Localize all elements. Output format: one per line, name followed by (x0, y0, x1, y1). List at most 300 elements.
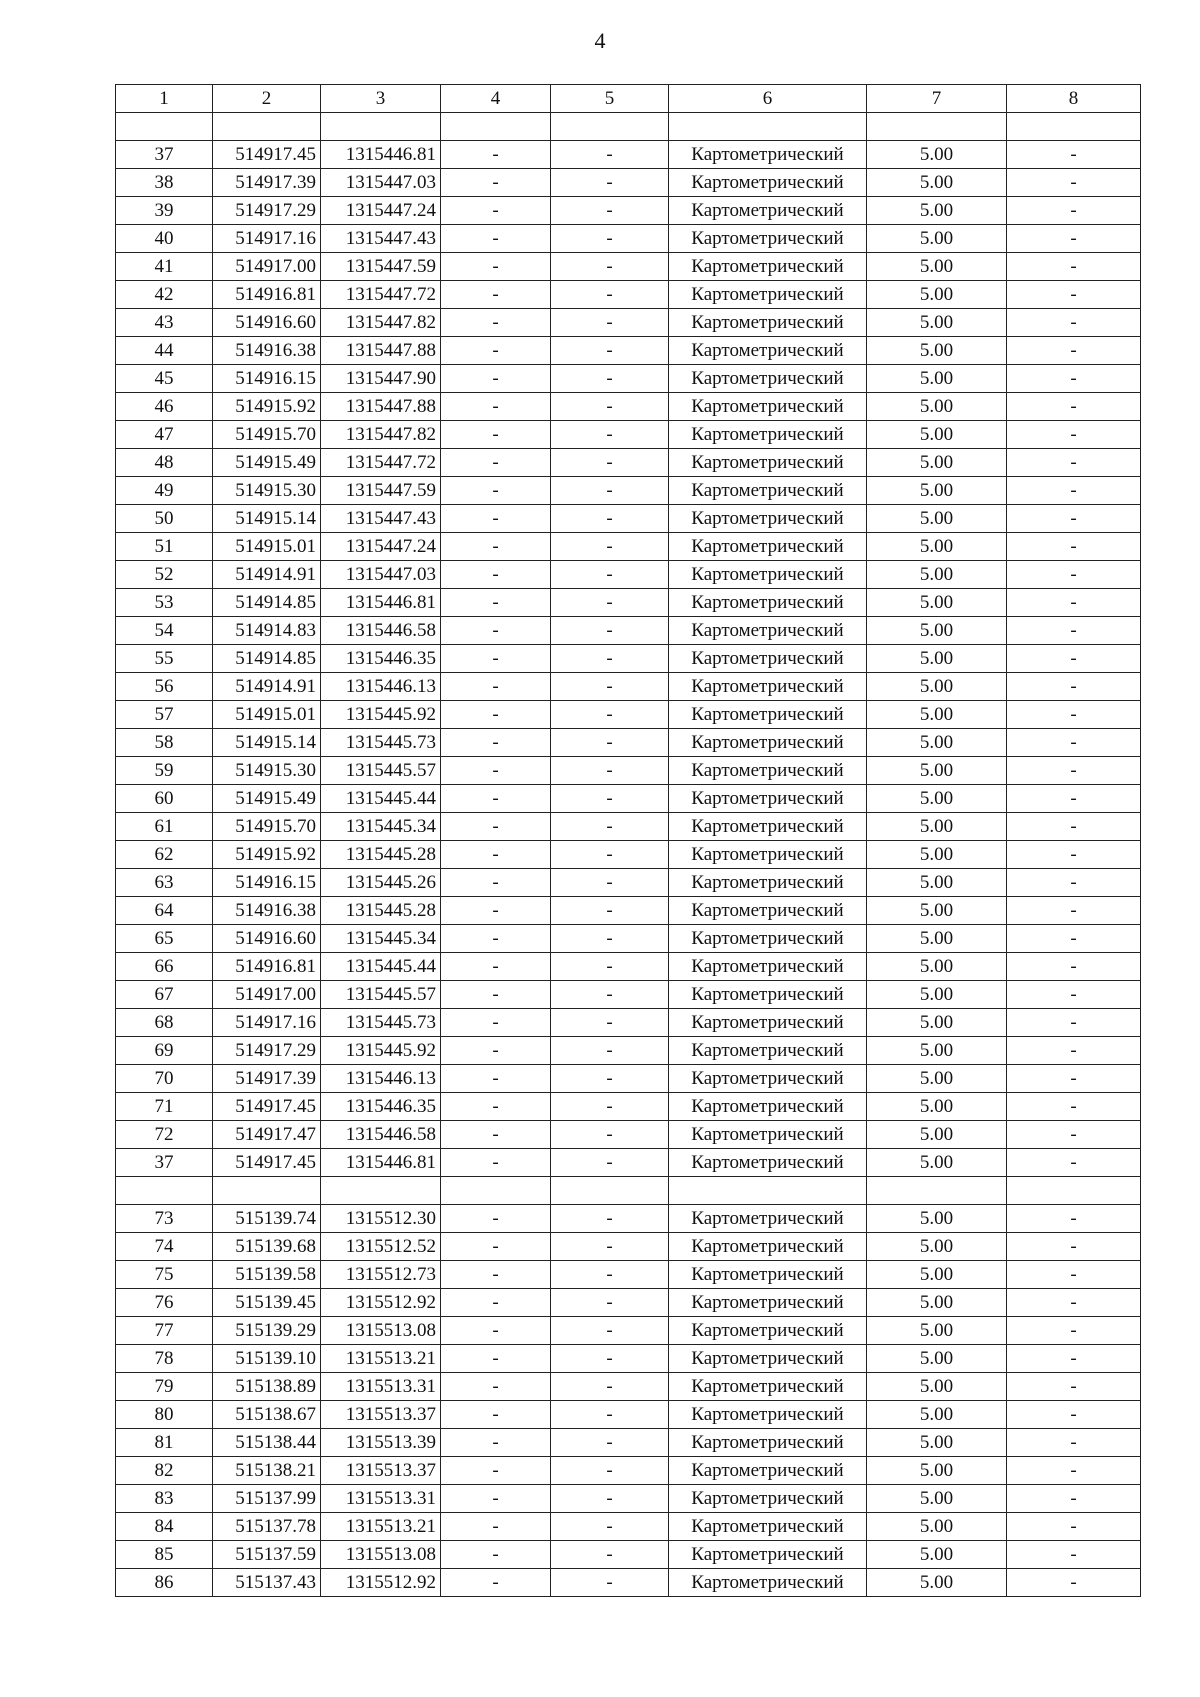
col8-cell: - (1007, 449, 1141, 477)
accuracy-cell: 5.00 (867, 169, 1007, 197)
col5-cell (551, 113, 669, 141)
accuracy-cell: 5.00 (867, 1093, 1007, 1121)
method-cell: Картометрический (669, 1093, 867, 1121)
x-coordinate-cell: 514917.45 (213, 141, 321, 169)
x-coordinate-cell: 515137.78 (213, 1513, 321, 1541)
col4-cell: - (441, 1401, 551, 1429)
method-cell: Картометрический (669, 1569, 867, 1597)
table-row (116, 337, 1141, 365)
table-row (116, 1541, 1141, 1569)
accuracy-cell: 5.00 (867, 337, 1007, 365)
y-coordinate-cell: 1315512.92 (321, 1569, 441, 1597)
col5-cell: - (551, 169, 669, 197)
accuracy-cell: 5.00 (867, 533, 1007, 561)
col4-cell: - (441, 1485, 551, 1513)
y-coordinate-cell: 1315513.37 (321, 1457, 441, 1485)
col4-cell: - (441, 533, 551, 561)
col8-cell: - (1007, 841, 1141, 869)
col4-cell: - (441, 953, 551, 981)
accuracy-cell: 5.00 (867, 1233, 1007, 1261)
col8-cell: - (1007, 309, 1141, 337)
accuracy-cell: 5.00 (867, 1317, 1007, 1345)
x-coordinate-cell: 515137.99 (213, 1485, 321, 1513)
x-coordinate-cell: 514914.91 (213, 561, 321, 589)
point-number-cell: 66 (116, 953, 213, 981)
accuracy-cell: 5.00 (867, 1121, 1007, 1149)
accuracy-cell: 5.00 (867, 225, 1007, 253)
y-coordinate-cell: 1315446.58 (321, 617, 441, 645)
y-coordinate-cell: 1315513.08 (321, 1317, 441, 1345)
table-row (116, 141, 1141, 169)
col8-cell: - (1007, 897, 1141, 925)
table-row (116, 533, 1141, 561)
table-row (116, 841, 1141, 869)
table-header-row (116, 85, 1141, 113)
col8-cell: - (1007, 1205, 1141, 1233)
x-coordinate-cell: 514917.29 (213, 1037, 321, 1065)
table-row (116, 393, 1141, 421)
point-number-cell: 55 (116, 645, 213, 673)
accuracy-cell (867, 113, 1007, 141)
accuracy-cell: 5.00 (867, 813, 1007, 841)
col5-cell: - (551, 1345, 669, 1373)
accuracy-cell (867, 1177, 1007, 1205)
col5-cell: - (551, 281, 669, 309)
col5-cell: - (551, 1317, 669, 1345)
y-coordinate-cell: 1315447.90 (321, 365, 441, 393)
col5-cell: - (551, 533, 669, 561)
point-number-cell: 62 (116, 841, 213, 869)
col4-cell: - (441, 253, 551, 281)
col5-cell: - (551, 1485, 669, 1513)
col8-cell: - (1007, 869, 1141, 897)
table-row (116, 281, 1141, 309)
x-coordinate-cell: 515137.43 (213, 1569, 321, 1597)
accuracy-cell: 5.00 (867, 365, 1007, 393)
col4-cell: - (441, 757, 551, 785)
y-coordinate-cell: 1315445.34 (321, 925, 441, 953)
col8-cell: - (1007, 1121, 1141, 1149)
x-coordinate-cell: 514917.45 (213, 1149, 321, 1177)
accuracy-cell: 5.00 (867, 1345, 1007, 1373)
table-row (116, 869, 1141, 897)
col8-cell: - (1007, 617, 1141, 645)
col8-cell: - (1007, 589, 1141, 617)
method-cell: Картометрический (669, 869, 867, 897)
point-number-cell: 44 (116, 337, 213, 365)
y-coordinate-cell: 1315513.31 (321, 1373, 441, 1401)
accuracy-cell: 5.00 (867, 1065, 1007, 1093)
y-coordinate-cell: 1315447.72 (321, 281, 441, 309)
accuracy-cell: 5.00 (867, 253, 1007, 281)
accuracy-cell: 5.00 (867, 1401, 1007, 1429)
point-number-cell: 72 (116, 1121, 213, 1149)
x-coordinate-cell: 514917.00 (213, 253, 321, 281)
col4-cell: - (441, 869, 551, 897)
col8-cell: - (1007, 225, 1141, 253)
table-row (116, 1457, 1141, 1485)
table-row (116, 813, 1141, 841)
col8-cell (1007, 1177, 1141, 1205)
col5-cell: - (551, 1233, 669, 1261)
col8-cell: - (1007, 1149, 1141, 1177)
method-cell: Картометрический (669, 505, 867, 533)
point-number-cell: 47 (116, 421, 213, 449)
point-number-cell: 84 (116, 1513, 213, 1541)
y-coordinate-cell: 1315447.24 (321, 197, 441, 225)
y-coordinate-cell: 1315447.82 (321, 421, 441, 449)
x-coordinate-cell: 514916.60 (213, 309, 321, 337)
col5-cell: - (551, 897, 669, 925)
accuracy-cell: 5.00 (867, 757, 1007, 785)
col5-cell: - (551, 757, 669, 785)
method-cell: Картометрический (669, 673, 867, 701)
x-coordinate-cell: 514917.16 (213, 1009, 321, 1037)
col8-cell: - (1007, 1317, 1141, 1345)
table-row (116, 421, 1141, 449)
method-cell: Картометрический (669, 785, 867, 813)
y-coordinate-cell: 1315513.08 (321, 1541, 441, 1569)
accuracy-cell: 5.00 (867, 953, 1007, 981)
method-cell: Картометрический (669, 197, 867, 225)
table-row (116, 953, 1141, 981)
col5-cell: - (551, 841, 669, 869)
col8-cell: - (1007, 421, 1141, 449)
table-row (116, 897, 1141, 925)
x-coordinate-cell: 514914.83 (213, 617, 321, 645)
y-coordinate-cell: 1315447.72 (321, 449, 441, 477)
method-cell: Картометрический (669, 1541, 867, 1569)
col4-cell: - (441, 421, 551, 449)
col4-cell: - (441, 1065, 551, 1093)
table-row (116, 1569, 1141, 1597)
y-coordinate-cell: 1315446.81 (321, 141, 441, 169)
table-row (116, 1093, 1141, 1121)
col5-cell: - (551, 477, 669, 505)
y-coordinate-cell: 1315512.73 (321, 1261, 441, 1289)
x-coordinate-cell: 515139.29 (213, 1317, 321, 1345)
col4-cell: - (441, 1149, 551, 1177)
method-cell (669, 1177, 867, 1205)
x-coordinate-cell: 514915.14 (213, 729, 321, 757)
col8-cell: - (1007, 1233, 1141, 1261)
col8-cell: - (1007, 1261, 1141, 1289)
accuracy-cell: 5.00 (867, 645, 1007, 673)
col8-cell: - (1007, 1345, 1141, 1373)
col4-cell: - (441, 141, 551, 169)
col5-cell: - (551, 981, 669, 1009)
col8-cell: - (1007, 981, 1141, 1009)
method-cell: Картометрический (669, 169, 867, 197)
col5-cell: - (551, 365, 669, 393)
col4-cell: - (441, 169, 551, 197)
table-row (116, 645, 1141, 673)
method-cell: Картометрический (669, 841, 867, 869)
accuracy-cell: 5.00 (867, 1569, 1007, 1597)
y-coordinate-cell: 1315447.43 (321, 505, 441, 533)
accuracy-cell: 5.00 (867, 869, 1007, 897)
col5-cell: - (551, 225, 669, 253)
point-number-cell: 48 (116, 449, 213, 477)
x-coordinate-cell: 514915.70 (213, 813, 321, 841)
method-cell: Картометрический (669, 1065, 867, 1093)
col5-cell: - (551, 197, 669, 225)
header-cell: 1 (116, 85, 213, 113)
x-coordinate-cell: 514915.70 (213, 421, 321, 449)
accuracy-cell: 5.00 (867, 785, 1007, 813)
col8-cell: - (1007, 1093, 1141, 1121)
col8-cell: - (1007, 1457, 1141, 1485)
x-coordinate-cell: 514914.85 (213, 645, 321, 673)
col8-cell: - (1007, 1569, 1141, 1597)
col5-cell: - (551, 1541, 669, 1569)
y-coordinate-cell: 1315513.21 (321, 1345, 441, 1373)
point-number-cell: 63 (116, 869, 213, 897)
accuracy-cell: 5.00 (867, 561, 1007, 589)
method-cell: Картометрический (669, 421, 867, 449)
accuracy-cell: 5.00 (867, 701, 1007, 729)
point-number-cell: 40 (116, 225, 213, 253)
col5-cell: - (551, 701, 669, 729)
col4-cell: - (441, 477, 551, 505)
blank-row (116, 1177, 1141, 1205)
point-number-cell: 39 (116, 197, 213, 225)
col5-cell: - (551, 785, 669, 813)
col5-cell: - (551, 1009, 669, 1037)
y-coordinate-cell: 1315445.44 (321, 953, 441, 981)
method-cell: Картометрический (669, 561, 867, 589)
y-coordinate-cell: 1315446.35 (321, 645, 441, 673)
col5-cell: - (551, 589, 669, 617)
col4-cell: - (441, 981, 551, 1009)
method-cell: Картометрический (669, 1149, 867, 1177)
col4-cell: - (441, 449, 551, 477)
col4-cell: - (441, 1541, 551, 1569)
method-cell: Картометрический (669, 1513, 867, 1541)
method-cell: Картометрический (669, 365, 867, 393)
method-cell: Картометрический (669, 1289, 867, 1317)
accuracy-cell: 5.00 (867, 589, 1007, 617)
point-number-cell: 52 (116, 561, 213, 589)
col8-cell: - (1007, 393, 1141, 421)
accuracy-cell: 5.00 (867, 1261, 1007, 1289)
accuracy-cell: 5.00 (867, 309, 1007, 337)
method-cell: Картометрический (669, 617, 867, 645)
accuracy-cell: 5.00 (867, 1373, 1007, 1401)
col8-cell: - (1007, 785, 1141, 813)
table-row (116, 701, 1141, 729)
x-coordinate-cell: 514915.49 (213, 785, 321, 813)
y-coordinate-cell: 1315447.03 (321, 561, 441, 589)
accuracy-cell: 5.00 (867, 617, 1007, 645)
col4-cell: - (441, 785, 551, 813)
point-number-cell: 78 (116, 1345, 213, 1373)
col4-cell: - (441, 197, 551, 225)
col4-cell: - (441, 1233, 551, 1261)
method-cell: Картометрический (669, 337, 867, 365)
y-coordinate-cell: 1315512.92 (321, 1289, 441, 1317)
table-row (116, 757, 1141, 785)
col5-cell: - (551, 421, 669, 449)
method-cell: Картометрический (669, 281, 867, 309)
table-row (116, 1149, 1141, 1177)
col8-cell: - (1007, 701, 1141, 729)
y-coordinate-cell: 1315445.57 (321, 981, 441, 1009)
table-row (116, 1373, 1141, 1401)
col4-cell (441, 113, 551, 141)
method-cell: Картометрический (669, 477, 867, 505)
point-number-cell: 59 (116, 757, 213, 785)
table-row (116, 925, 1141, 953)
method-cell: Картометрический (669, 953, 867, 981)
point-number-cell: 86 (116, 1569, 213, 1597)
y-coordinate-cell: 1315445.92 (321, 701, 441, 729)
col8-cell: - (1007, 1009, 1141, 1037)
table-body (116, 113, 1141, 1597)
col4-cell: - (441, 1429, 551, 1457)
method-cell (669, 113, 867, 141)
x-coordinate-cell: 514914.91 (213, 673, 321, 701)
method-cell: Картометрический (669, 225, 867, 253)
x-coordinate-cell: 514915.49 (213, 449, 321, 477)
col4-cell: - (441, 841, 551, 869)
x-coordinate-cell: 514916.38 (213, 897, 321, 925)
point-number-cell: 45 (116, 365, 213, 393)
accuracy-cell: 5.00 (867, 925, 1007, 953)
col4-cell: - (441, 1205, 551, 1233)
table-row (116, 1261, 1141, 1289)
table-row (116, 197, 1141, 225)
method-cell: Картометрический (669, 729, 867, 757)
accuracy-cell: 5.00 (867, 141, 1007, 169)
table-row (116, 1429, 1141, 1457)
table-row (116, 1485, 1141, 1513)
point-number-cell: 57 (116, 701, 213, 729)
x-coordinate-cell: 515139.10 (213, 1345, 321, 1373)
accuracy-cell: 5.00 (867, 673, 1007, 701)
point-number-cell: 80 (116, 1401, 213, 1429)
col4-cell: - (441, 673, 551, 701)
method-cell: Картометрический (669, 589, 867, 617)
y-coordinate-cell: 1315446.35 (321, 1093, 441, 1121)
x-coordinate-cell: 515137.59 (213, 1541, 321, 1569)
point-number-cell: 56 (116, 673, 213, 701)
table-row (116, 253, 1141, 281)
col5-cell: - (551, 1289, 669, 1317)
col4-cell: - (441, 1261, 551, 1289)
y-coordinate-cell: 1315446.58 (321, 1121, 441, 1149)
x-coordinate-cell: 515138.89 (213, 1373, 321, 1401)
col4-cell: - (441, 925, 551, 953)
method-cell: Картометрический (669, 1345, 867, 1373)
table-row (116, 1513, 1141, 1541)
col5-cell: - (551, 673, 669, 701)
x-coordinate-cell: 514917.16 (213, 225, 321, 253)
col4-cell: - (441, 701, 551, 729)
col4-cell: - (441, 1345, 551, 1373)
col4-cell: - (441, 281, 551, 309)
y-coordinate-cell: 1315446.13 (321, 673, 441, 701)
point-number-cell (116, 113, 213, 141)
x-coordinate-cell: 514915.01 (213, 701, 321, 729)
accuracy-cell: 5.00 (867, 1289, 1007, 1317)
accuracy-cell: 5.00 (867, 505, 1007, 533)
col5-cell: - (551, 617, 669, 645)
col4-cell: - (441, 1317, 551, 1345)
col5-cell: - (551, 925, 669, 953)
point-number-cell: 79 (116, 1373, 213, 1401)
table-row (116, 169, 1141, 197)
y-coordinate-cell: 1315513.21 (321, 1513, 441, 1541)
x-coordinate-cell: 514915.14 (213, 505, 321, 533)
col5-cell: - (551, 729, 669, 757)
col8-cell (1007, 113, 1141, 141)
col4-cell: - (441, 309, 551, 337)
col8-cell: - (1007, 141, 1141, 169)
method-cell: Картометрический (669, 645, 867, 673)
point-number-cell: 64 (116, 897, 213, 925)
method-cell: Картометрический (669, 897, 867, 925)
point-number-cell: 71 (116, 1093, 213, 1121)
x-coordinate-cell (213, 113, 321, 141)
y-coordinate-cell: 1315445.28 (321, 841, 441, 869)
col5-cell: - (551, 561, 669, 589)
accuracy-cell: 5.00 (867, 449, 1007, 477)
y-coordinate-cell: 1315447.82 (321, 309, 441, 337)
point-number-cell: 67 (116, 981, 213, 1009)
table-row (116, 1205, 1141, 1233)
point-number-cell: 43 (116, 309, 213, 337)
y-coordinate-cell: 1315447.43 (321, 225, 441, 253)
x-coordinate-cell: 514916.81 (213, 953, 321, 981)
table-row (116, 1317, 1141, 1345)
col4-cell: - (441, 365, 551, 393)
method-cell: Картометрический (669, 393, 867, 421)
x-coordinate-cell: 514915.01 (213, 533, 321, 561)
col5-cell: - (551, 953, 669, 981)
accuracy-cell: 5.00 (867, 1541, 1007, 1569)
y-coordinate-cell: 1315445.44 (321, 785, 441, 813)
col8-cell: - (1007, 561, 1141, 589)
method-cell: Картометрический (669, 309, 867, 337)
col4-cell: - (441, 1569, 551, 1597)
header-cell: 4 (441, 85, 551, 113)
col8-cell: - (1007, 645, 1141, 673)
y-coordinate-cell: 1315445.73 (321, 729, 441, 757)
y-coordinate-cell: 1315445.73 (321, 1009, 441, 1037)
x-coordinate-cell: 515138.21 (213, 1457, 321, 1485)
point-number-cell: 69 (116, 1037, 213, 1065)
y-coordinate-cell: 1315447.59 (321, 477, 441, 505)
point-number-cell: 41 (116, 253, 213, 281)
method-cell: Картометрический (669, 1373, 867, 1401)
col5-cell: - (551, 1205, 669, 1233)
point-number-cell: 73 (116, 1205, 213, 1233)
col5-cell: - (551, 1429, 669, 1457)
point-number-cell: 46 (116, 393, 213, 421)
point-number-cell: 77 (116, 1317, 213, 1345)
point-number-cell: 38 (116, 169, 213, 197)
y-coordinate-cell: 1315445.92 (321, 1037, 441, 1065)
col5-cell: - (551, 1121, 669, 1149)
header-cell: 8 (1007, 85, 1141, 113)
x-coordinate-cell: 514916.60 (213, 925, 321, 953)
accuracy-cell: 5.00 (867, 1429, 1007, 1457)
method-cell: Картометрический (669, 1429, 867, 1457)
y-coordinate-cell (321, 1177, 441, 1205)
point-number-cell: 37 (116, 141, 213, 169)
point-number-cell: 83 (116, 1485, 213, 1513)
